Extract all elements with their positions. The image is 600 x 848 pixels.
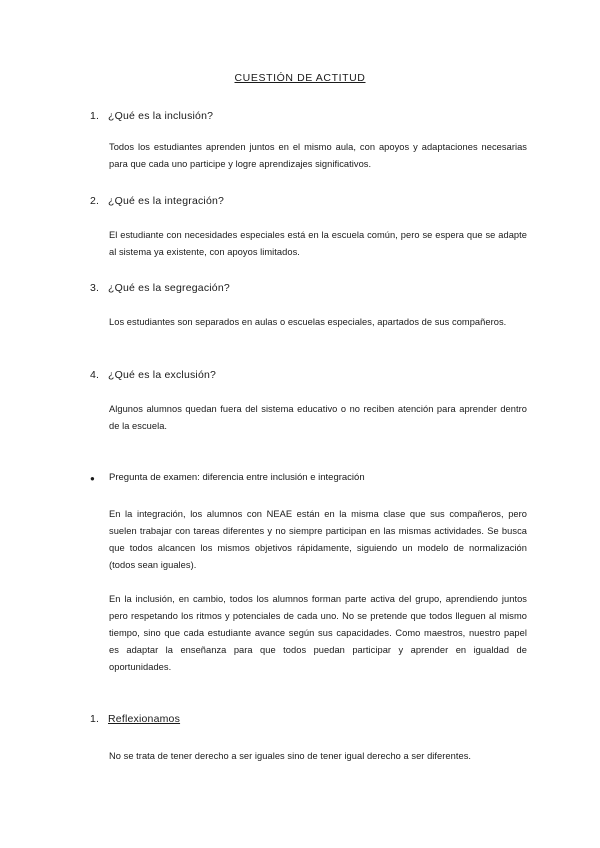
question-number: 2. (90, 195, 100, 207)
question-number: 4. (90, 369, 100, 381)
question-1 (90, 110, 213, 122)
page-title: CUESTIÓN DE ACTITUD (234, 72, 366, 84)
question-text: ¿Qué es la inclusión? (108, 110, 214, 122)
exam-paragraph-1: En la integración, los alumnos con NEAE están en la misma clase que sus compañeros, pero suelen trabajar con tareas diferentes y no siempre participan en las mismas actividades. Se busca que todos alcancen los mismos objetivos rápidamente, siguiendo un modelo de normalización (todos sean iguales). (109, 509, 527, 570)
answer-3: Los estudiantes son separados en aulas o escuelas especiales, apartados de sus compañeros. (109, 317, 507, 327)
reflection-title: Reflexionamos (108, 713, 181, 725)
exam-heading: Pregunta de examen: diferencia entre inclusión e integración (109, 472, 365, 483)
exam-question (90, 472, 365, 485)
exam-paragraph-2: En la inclusión, en cambio, todos los alumnos forman parte activa del grupo, aprendiendo juntos pero respetando los ritmos y potenciales de cada uno. No se pretende que todos lleguen al mismo tiempo, sino que cada estudiante avance según sus capacidades. Como maestros, nuestro papel es adaptar la enseñanza para que todos puedan participar y aprender en igualdad de oportunidades. (109, 594, 527, 672)
answer-2: El estudiante con necesidades especiales está en la escuela común, pero se espera que se adapte al sistema ya existente, con apoyos limitados. (109, 230, 527, 257)
question-text: ¿Qué es la integración? (108, 195, 225, 207)
question-text: ¿Qué es la exclusión? (108, 369, 217, 381)
reflection-text: No se trata de tener derecho a ser iguales sino de tener igual derecho a ser diferentes. (109, 751, 472, 761)
answer-1: Todos los estudiantes aprenden juntos en el mismo aula, con apoyos y adaptaciones necesarias para que cada uno participe y logre aprendizajes significativos. (109, 142, 527, 169)
reflection-heading (90, 713, 180, 725)
question-text: ¿Qué es la segregación? (108, 282, 230, 294)
question-4 (90, 369, 216, 381)
reflection-number: 1. (90, 713, 100, 725)
question-number: 1. (90, 110, 100, 122)
question-3 (90, 282, 230, 294)
question-2 (90, 195, 224, 207)
question-number: 3. (90, 282, 100, 294)
answer-4: Algunos alumnos quedan fuera del sistema educativo o no reciben atención para aprender dentro de la escuela. (109, 404, 527, 431)
bullet-icon: ● (90, 474, 95, 483)
